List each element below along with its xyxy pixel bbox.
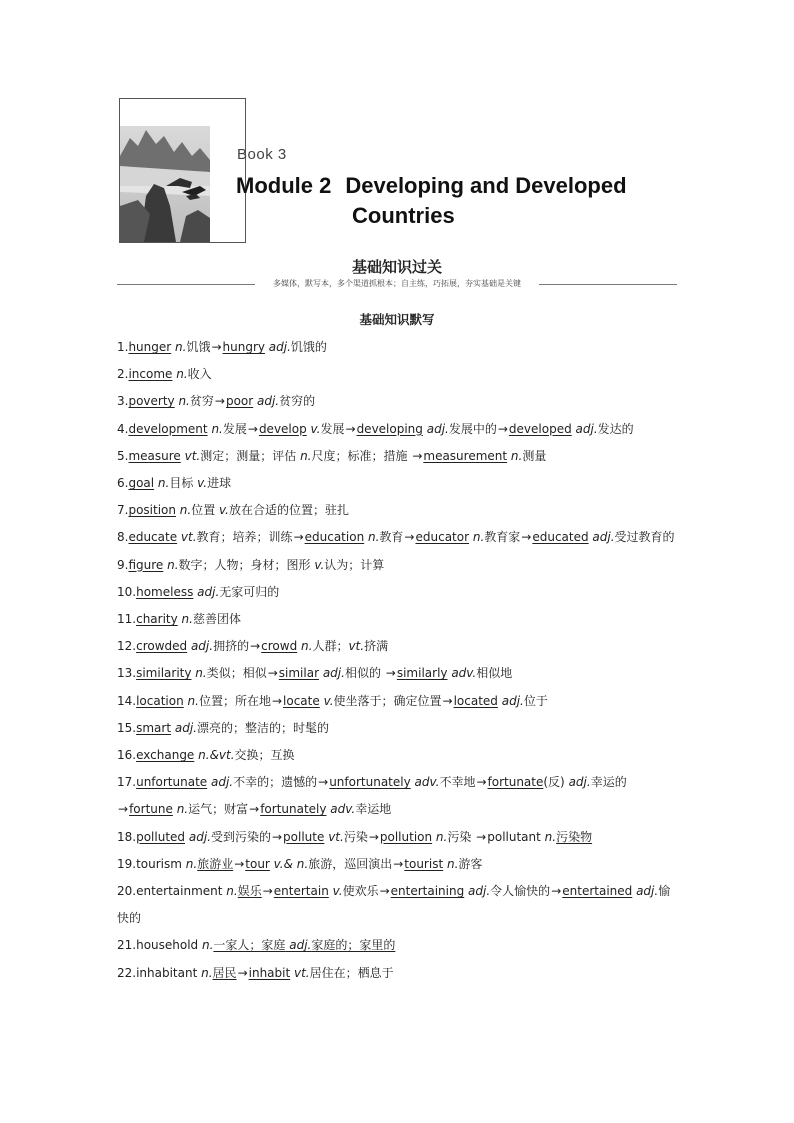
entry-text: n.	[469, 530, 485, 545]
entry-text: n.	[183, 693, 199, 708]
entry-text: 拥挤的	[213, 639, 250, 654]
entry-text: 测量	[522, 448, 547, 463]
vocab-entry	[117, 497, 679, 524]
entry-text: 21.household	[117, 938, 202, 953]
book-label: Book 3	[237, 146, 287, 163]
answer-word: position	[128, 503, 176, 518]
entry-text: 饥饿	[186, 340, 211, 354]
entry-text: n.	[172, 802, 189, 817]
entry-text: 认为；计算	[324, 557, 385, 572]
answer-word: figure	[128, 557, 164, 572]
entry-text: 游客	[458, 856, 483, 871]
arrow-icon: →	[393, 856, 404, 871]
entry-text: 贫穷的	[279, 394, 316, 409]
answer-word: unfortunately	[329, 775, 411, 790]
answer-word: similarity	[136, 666, 192, 681]
arrow-icon: →	[521, 530, 532, 545]
entry-text: v.	[314, 557, 325, 572]
entry-text: 13.	[117, 666, 137, 681]
entry-text: 教育；培养；训练	[196, 530, 293, 545]
entry-text: 数字；人物；身材；图形	[178, 557, 315, 572]
entry-text: adj.	[588, 530, 615, 545]
vocab-entry	[117, 552, 679, 579]
answer-word: fortunate	[487, 775, 544, 790]
entry-text: n.	[177, 612, 193, 627]
answer-word: pollution	[379, 829, 433, 844]
entry-text: adj.	[193, 584, 220, 599]
answer-word: entertaining	[390, 884, 465, 899]
entry-text: 尺度；标准；措施	[311, 448, 412, 463]
entry-text: n.	[226, 884, 238, 899]
answer-word: charity	[136, 612, 178, 627]
entry-text: n.	[297, 639, 313, 654]
entry-text: 相似地	[476, 666, 513, 681]
answer-word: inhabit	[248, 965, 291, 980]
arrow-icon: →	[118, 802, 129, 817]
entry-text: 14.	[117, 693, 137, 708]
answer-word: hungry	[222, 340, 265, 354]
answer-word: hunger	[128, 340, 172, 354]
entry-text: v.	[328, 884, 343, 899]
entry-text: v.	[319, 693, 334, 708]
vocab-entry	[117, 769, 679, 823]
module-title	[236, 173, 627, 199]
answer-word: 污染物	[556, 829, 593, 844]
entry-text: 放在合适的位置；驻扎	[228, 503, 349, 518]
entry-text: n.	[364, 530, 380, 545]
arrow-icon: →	[271, 693, 283, 708]
entry-text: 不幸的；遗憾的	[233, 775, 318, 790]
arrow-icon: →	[214, 394, 225, 409]
entry-text: 15.	[117, 720, 137, 735]
entry-text: adv.	[410, 775, 440, 790]
answer-word: similarly	[396, 666, 448, 681]
answer-word: exchange	[136, 748, 195, 763]
entry-text: 受过教育的	[614, 530, 675, 545]
entry-text: adj.	[264, 340, 291, 354]
module-title-line1: Developing and Developed	[345, 173, 627, 198]
vocab-entry	[117, 443, 679, 470]
entry-text: 发展	[222, 421, 247, 436]
vocab-entry	[117, 878, 679, 932]
entry-text: 8.	[117, 530, 129, 545]
entry-text: n.	[163, 557, 179, 572]
entry-text: 愉快的	[117, 884, 671, 926]
arrow-icon: →	[345, 421, 356, 436]
answer-word: developing	[356, 421, 423, 436]
entry-text: 慈善团体	[192, 612, 241, 627]
arrow-icon: →	[318, 775, 329, 790]
answer-word: crowd	[261, 639, 298, 654]
subsection-title: 基础知识默写	[359, 312, 435, 327]
entry-text: 使欢乐	[342, 884, 379, 899]
entry-text: n.	[191, 666, 207, 681]
section-divider	[117, 278, 677, 292]
vocab-entry	[117, 824, 679, 851]
entry-text: n.	[443, 856, 459, 871]
entry-text: 18.	[117, 829, 137, 844]
answer-word: location	[136, 693, 184, 708]
vocab-entry	[117, 660, 679, 687]
arrow-icon: →	[250, 639, 261, 654]
entry-text: adj.	[171, 720, 197, 735]
answer-word: educate	[128, 530, 178, 545]
answer-word: crowded	[136, 639, 188, 654]
entry-text: adj.	[207, 775, 234, 790]
entry-text: adj.	[319, 666, 345, 681]
answer-word: poor	[225, 394, 254, 409]
entry-text: 发展	[320, 421, 345, 436]
section-title: 基础知识过关	[351, 258, 442, 276]
entry-text: 旅游，巡回演出	[308, 856, 393, 871]
module-title-line2: Countries	[352, 203, 455, 228]
entry-text: 4.	[117, 421, 129, 436]
entry-text: 5.	[117, 448, 129, 463]
answer-word: smart	[136, 720, 172, 735]
answer-word: 家庭的；家里的	[311, 938, 396, 953]
header-image-frame	[119, 98, 246, 243]
entry-text: 漂亮的；整洁的；时髦的	[196, 720, 329, 735]
entry-text: adv.	[326, 802, 356, 817]
arrow-icon: →	[211, 340, 222, 354]
arrow-icon: →	[379, 884, 390, 899]
entry-text: adj.	[632, 884, 659, 899]
entry-text: v.	[197, 476, 208, 491]
answer-word: pollute	[283, 829, 325, 844]
entry-text: n.	[185, 856, 198, 871]
answer-word: entertain	[273, 884, 329, 899]
entry-text: 目标	[169, 476, 198, 491]
answer-word: education	[304, 530, 365, 545]
arrow-icon: →	[293, 530, 304, 545]
answer-word: measure	[128, 448, 181, 463]
entry-text: n.	[201, 965, 213, 980]
arrow-icon: →	[404, 530, 415, 545]
answer-word: unfortunate	[136, 775, 208, 790]
entry-text: 挤满	[364, 639, 389, 654]
answer-word: 旅游业	[197, 856, 234, 871]
entry-text: n.	[544, 829, 557, 844]
vocab-entry	[117, 932, 679, 959]
answer-word: locate	[283, 693, 320, 708]
entry-text: 使坐落于；确定位置	[333, 693, 442, 708]
vocabulary-list	[117, 334, 679, 987]
entry-text: v.	[306, 421, 321, 436]
entry-text: 运气；财富	[188, 802, 249, 817]
answer-word: tourist	[404, 856, 444, 871]
arrow-icon: →	[249, 802, 260, 817]
entry-text: 6.	[117, 476, 129, 491]
arrow-icon: →	[271, 829, 283, 844]
vocab-entry	[117, 416, 679, 443]
entry-text: adj.	[497, 693, 524, 708]
entry-text: adj.	[568, 775, 591, 790]
entry-text: v.	[219, 503, 229, 518]
entry-text: 污染	[447, 829, 476, 844]
entry-text: 受到污染的	[210, 829, 271, 844]
answer-word: developed	[508, 421, 572, 436]
arrow-icon: →	[497, 421, 508, 436]
entry-text: 幸运地	[355, 802, 392, 817]
entry-text: 令人愉快的	[490, 884, 551, 899]
answer-word: homeless	[136, 584, 194, 599]
arrow-icon: →	[476, 775, 487, 790]
entry-text: 不幸地	[439, 775, 476, 790]
entry-text: 17.	[117, 775, 137, 790]
entry-text: pollutant	[487, 829, 545, 844]
answer-word: measurement	[423, 448, 508, 463]
entry-text: 相似的	[344, 666, 385, 681]
vocab-entry	[117, 688, 679, 715]
arrow-icon: →	[385, 666, 396, 681]
entry-text: 收入	[187, 367, 212, 382]
answer-word: educated	[532, 530, 589, 545]
section-tagline: 多媒体，默写本，多个渠道抓根本；自主练，巧拓展，夯实基础是关键	[273, 279, 521, 288]
answer-word: 居民	[212, 965, 237, 980]
entry-text: vt.	[324, 829, 344, 844]
answer-word: fortunately	[260, 802, 327, 817]
vocab-entry	[117, 715, 679, 742]
entry-text: 位置	[191, 503, 220, 518]
entry-text: 19.tourism	[117, 856, 186, 871]
answer-word: polluted	[136, 829, 186, 844]
entry-text: n.	[432, 829, 448, 844]
answer-word: adj.	[285, 938, 312, 953]
answer-word: located	[453, 693, 498, 708]
entry-text: adj.	[253, 394, 280, 409]
entry-text: n.	[171, 340, 187, 354]
vocab-entry	[117, 742, 679, 769]
entry-text: n.	[507, 448, 523, 463]
entry-text: n.	[300, 448, 312, 463]
entry-text: 人群；	[312, 639, 349, 654]
arrow-icon: →	[476, 829, 487, 844]
entry-text: 发达的	[597, 421, 634, 436]
answer-word: educator	[415, 530, 470, 545]
entry-text: 交换；互换	[234, 748, 295, 763]
entry-text: adj.	[571, 421, 598, 436]
entry-text: adj.	[185, 829, 211, 844]
entry-text: 发展中的	[448, 421, 497, 436]
arrow-icon: →	[551, 884, 562, 899]
vocab-entry	[117, 579, 679, 606]
entry-text: 20.entertainment	[117, 884, 227, 899]
vocab-entry	[117, 633, 679, 660]
arrow-icon: →	[368, 829, 379, 844]
entry-text: 7.	[117, 503, 129, 518]
divider-line-left	[117, 284, 255, 285]
entry-text: vt.	[348, 639, 365, 654]
entry-text: 无家可归的	[219, 584, 280, 599]
entry-text: 16.	[117, 748, 137, 763]
answer-word: similar	[278, 666, 320, 681]
entry-text: n.&vt.	[194, 748, 235, 763]
entry-text: 贫穷	[189, 394, 214, 409]
vocab-entry	[117, 334, 679, 361]
arrow-icon: →	[442, 693, 453, 708]
entry-text: 居住在；栖息于	[309, 965, 394, 980]
entry-text: 11.	[117, 612, 137, 627]
entry-text: 污染	[343, 829, 368, 844]
answer-word: tour	[245, 856, 270, 871]
entry-text: 饥饿的	[290, 340, 327, 354]
entry-text: 位于	[523, 693, 548, 708]
entry-text: 22.inhabitant	[117, 965, 202, 980]
vocab-entry	[117, 388, 679, 415]
entry-text: 进球	[207, 476, 232, 491]
module-number: Module 2	[236, 173, 332, 198]
answer-word: develop	[258, 421, 307, 436]
entry-text: vt.	[290, 965, 310, 980]
entry-text: adj.	[187, 639, 214, 654]
entry-text: (反)	[543, 775, 569, 790]
entry-text: vt.	[180, 448, 201, 463]
entry-text: n.	[174, 394, 190, 409]
entry-text: 9.	[117, 557, 129, 572]
vocab-entry	[117, 960, 679, 987]
arrow-icon: →	[267, 666, 278, 681]
arrow-icon: →	[234, 856, 245, 871]
entry-text: 3.	[117, 394, 129, 409]
mountain-landscape-icon	[120, 126, 210, 242]
entry-text: 1.	[117, 340, 129, 354]
arrow-icon: →	[237, 965, 248, 980]
entry-text: 2.	[117, 367, 129, 382]
answer-word: poverty	[128, 394, 175, 409]
entry-text: n.	[201, 938, 214, 953]
entry-text: n.	[172, 367, 188, 382]
entry-text: 教育家	[484, 530, 521, 545]
entry-text: 测定；测量；评估	[200, 448, 301, 463]
entry-text: 10.	[117, 584, 137, 599]
entry-text: n.	[154, 476, 170, 491]
entry-text: 幸运的	[590, 775, 627, 790]
answer-word: income	[128, 367, 173, 382]
answer-word: 一家人；家庭	[213, 938, 286, 953]
entry-text: 教育	[379, 530, 404, 545]
divider-line-right	[539, 284, 677, 285]
arrow-icon: →	[262, 884, 273, 899]
answer-word: entertained	[562, 884, 633, 899]
vocab-entry	[117, 361, 679, 388]
entry-text: n.	[175, 503, 192, 518]
entry-text: adj.	[422, 421, 449, 436]
vocab-entry	[117, 524, 679, 551]
entry-text: v.& n.	[269, 856, 309, 871]
entry-text: n.	[207, 421, 223, 436]
arrow-icon: →	[412, 448, 423, 463]
vocab-entry	[117, 470, 679, 497]
entry-text: adv.	[447, 666, 477, 681]
answer-word: goal	[128, 476, 155, 491]
entry-text: 类似；相似	[206, 666, 267, 681]
answer-word: development	[128, 421, 208, 436]
answer-word: fortune	[129, 802, 173, 817]
entry-text: adj.	[464, 884, 491, 899]
vocab-entry	[117, 851, 679, 878]
entry-text: 12.	[117, 639, 137, 654]
arrow-icon: →	[247, 421, 258, 436]
entry-text: vt.	[177, 530, 197, 545]
vocab-entry	[117, 606, 679, 633]
answer-word: 娱乐	[237, 884, 262, 899]
entry-text: 位置；所在地	[198, 693, 271, 708]
